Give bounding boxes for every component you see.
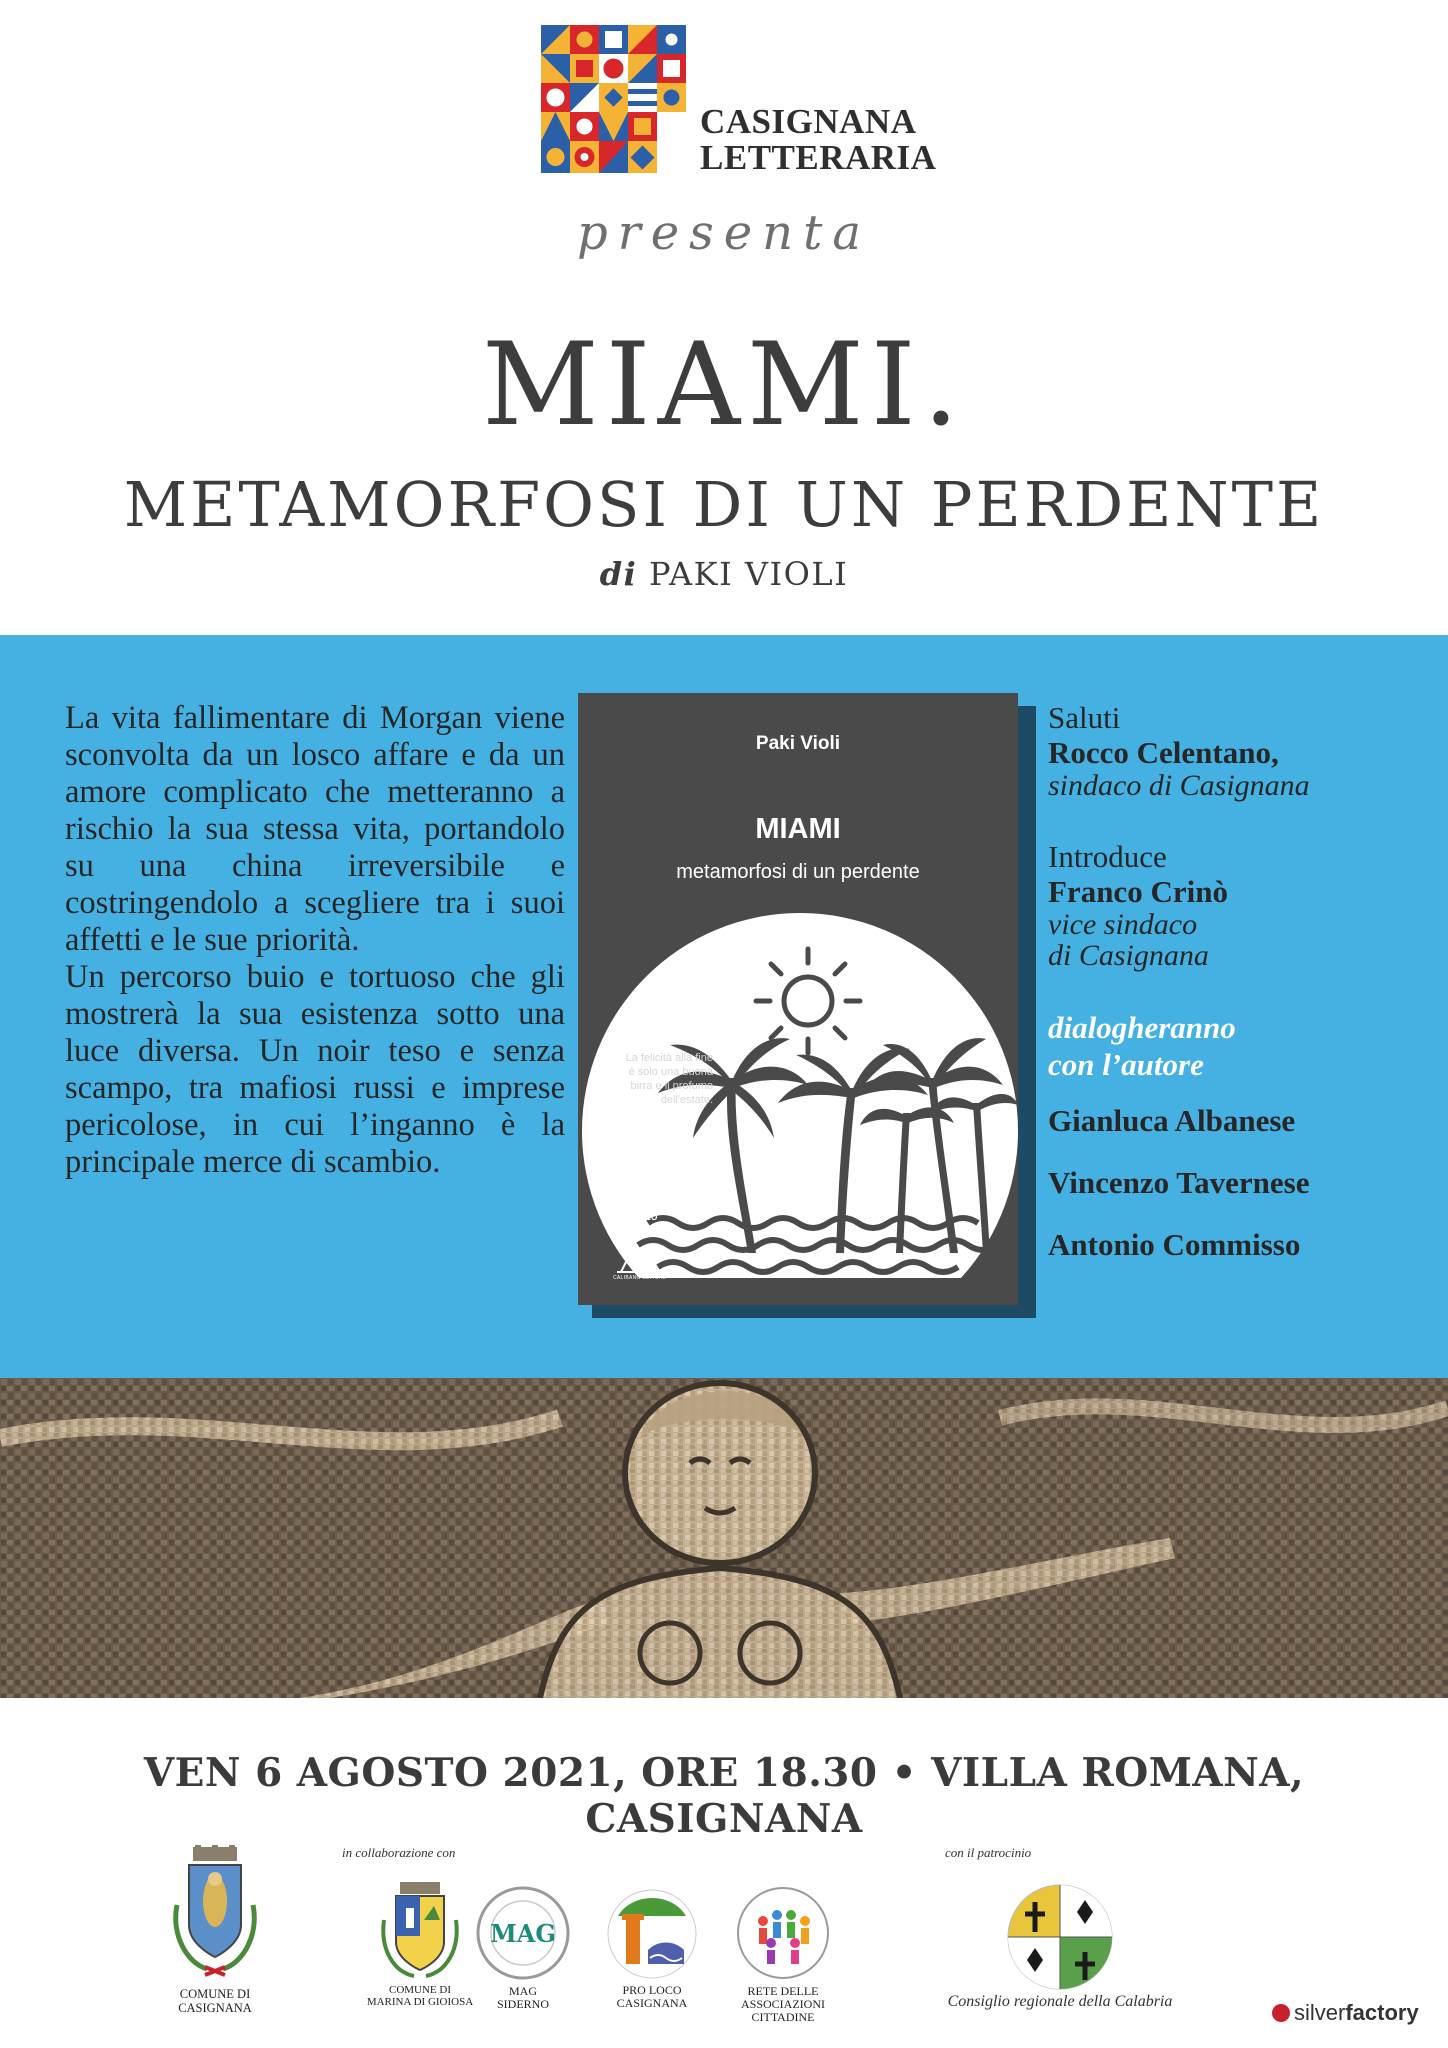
guest-list	[1048, 700, 1428, 1263]
partner-2-line-2: MARINA DI GIOIOSA	[366, 1996, 474, 2008]
greetings-title: sindaco di Casignana	[1048, 769, 1310, 802]
calabria-region-emblem-icon	[1005, 1882, 1115, 1992]
event-title: MIAMI.	[481, 318, 967, 451]
dialog-line-1: dialogheranno	[1048, 1010, 1236, 1045]
partner-3-line-1: MAG	[508, 1984, 537, 1998]
partner-4-line-2: CASIGNANA	[616, 1996, 688, 2010]
dialog-line-2: con l’autore	[1048, 1047, 1204, 1082]
partner-4-line-1: PRO LOCO	[622, 1983, 682, 1997]
collaboration-label: in collaborazione con	[342, 1845, 456, 1860]
event-subtitle: METAMORFOSI DI UN PERDENTE	[123, 468, 1325, 541]
synopsis-paragraph-1: La vita fallimentare di Morgan viene sconvolta da un losco affare e da un amore complicato che metteranno a rischio la sua stessa vita, portandolo su una china irreversibile e costringendolo a scegliere tra i suoi affetti e le sue priorità.	[65, 700, 565, 958]
synopsis	[65, 700, 565, 1181]
silverfactory-mark-icon	[1272, 2004, 1290, 2022]
partner-2-line-1: COMUNE DI	[388, 1984, 452, 1996]
book-author: Paki Violi	[755, 733, 841, 754]
presenta-text: presenta	[577, 205, 871, 261]
greetings-name: Rocco Celentano,	[1048, 735, 1279, 770]
speaker-1: Gianluca Albanese	[1048, 1103, 1296, 1138]
sponsor-name-a: silver	[1294, 2000, 1346, 2025]
partner-pro-loco	[597, 1888, 707, 2010]
book-quote: La felicità alla fine è solo una buona birra e il profumo dell'estate.	[625, 1052, 713, 1106]
event-date-location: VEN 6 AGOSTO 2021, ORE 18.30 • VILLA ROMANA, CASIGNANA	[143, 1750, 1305, 1842]
pro-loco-logo-icon	[604, 1888, 700, 1980]
book-title: MIAMI	[755, 813, 841, 845]
synopsis-paragraph-2: Un percorso buio e tortuoso che gli mostrerà la sua esistenza sotto una luce diversa. Un noir teso e senza scampo, tra mafiosi russi e imprese pericolose, in cui l’inganno è la principale merce di scambio.	[65, 959, 565, 1180]
casignana-letteraria-logo-icon	[541, 25, 686, 173]
sponsor-name-b: factory	[1345, 2000, 1419, 2025]
book-genre: ROMANZO	[613, 1213, 658, 1222]
greetings-label: Saluti	[1048, 700, 1121, 735]
silverfactory-logo	[1272, 2000, 1419, 2026]
partner-3-line-2: SIDERNO	[496, 1997, 549, 2011]
region-council-caption: Consiglio regionale della Calabria	[947, 1993, 1173, 2010]
author-name: PAKI VIOLI	[648, 555, 849, 593]
mag-logo-icon	[475, 1885, 571, 1981]
publisher-logo-icon	[615, 1248, 655, 1274]
partner-1-line-2: CASIGNANA	[178, 2001, 252, 2015]
casignana-coat-of-arms-icon	[167, 1845, 263, 1983]
book-cover	[578, 693, 1018, 1305]
speaker-2: Vincenzo Tavernese	[1048, 1165, 1310, 1200]
patronage-label: con il patrocinio	[945, 1845, 1032, 1860]
brand-line-1: CASIGNANA	[700, 102, 917, 141]
book-publisher: CALIBANO EDITORE	[613, 1275, 667, 1281]
author-line	[0, 555, 1448, 593]
rete-associazioni-logo-icon	[735, 1885, 831, 1981]
marina-gioiosa-coat-of-arms-icon	[380, 1880, 460, 1980]
intro-name: Franco Crinò	[1048, 874, 1228, 909]
book-subtitle: metamorfosi di un perdente	[676, 861, 920, 883]
brand-line-2: LETTERARIA	[700, 138, 937, 177]
intro-title-1: vice sindaco	[1048, 908, 1198, 941]
roman-mosaic-image	[0, 1378, 1448, 1698]
partner-1-line-1: COMUNE DI	[179, 1987, 251, 2001]
intro-title-2: di Casignana	[1048, 939, 1209, 972]
partner-comune-casignana	[160, 1845, 270, 2015]
brand-name	[700, 104, 936, 176]
intro-label: Introduce	[1048, 839, 1167, 874]
mag-logo-text: MAG	[490, 1919, 556, 1948]
speaker-3: Antonio Commisso	[1048, 1227, 1301, 1262]
author-prefix: di	[599, 555, 638, 593]
partner-mag-siderno	[468, 1885, 578, 2011]
partner-rete-associazioni	[708, 1885, 858, 2024]
partner-5-line-2: ASSOCIAZIONI CITTADINE	[741, 1997, 825, 2024]
partner-5-line-1: RETE DELLE	[747, 1984, 819, 1998]
